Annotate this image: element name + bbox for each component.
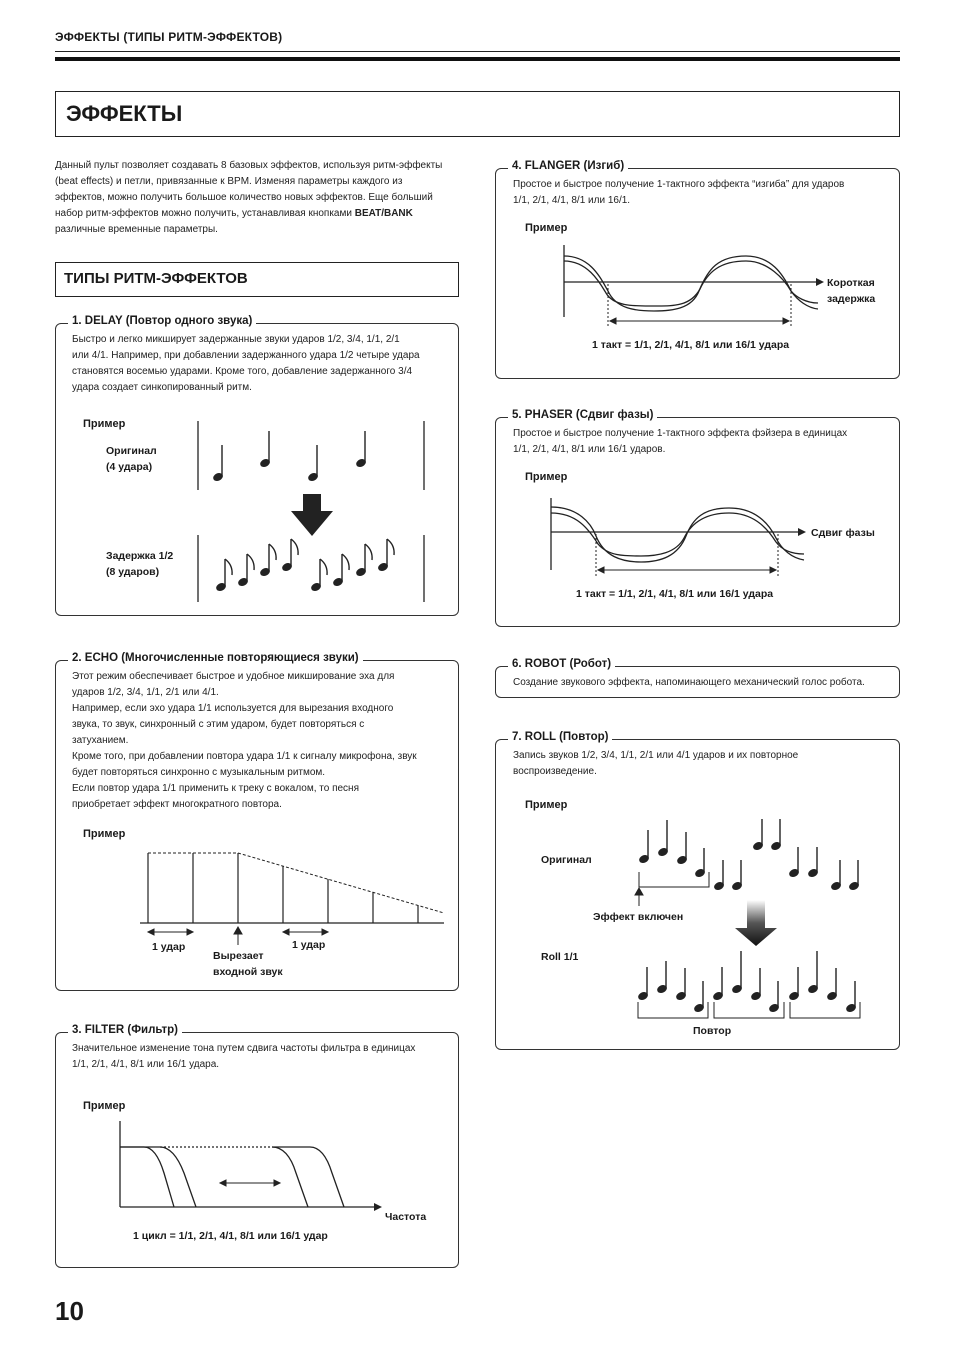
echo-example-label: Пример [83, 828, 126, 840]
echo-title: 2. ECHO (Многочисленные повторяющиеся звуки) [68, 652, 363, 664]
intro-line: (beat effects) и петли, привязанные к BPM. Изменяя параметры каждого из [55, 176, 403, 187]
running-header: ЭФФЕКТЫ (ТИПЫ РИТМ-ЭФФЕКТОВ) [55, 30, 283, 44]
beat-span-arrow [148, 929, 193, 935]
text-line: Простое и быстрое получение 1-тактного эффекта “изгиба” для ударов [513, 179, 845, 190]
text-line: воспроизведение. [513, 766, 597, 777]
roll-panel [495, 731, 900, 1050]
phaser-example-label: Пример [525, 471, 568, 483]
flanger-example-label: Пример [525, 222, 568, 234]
filter-caption: 1 цикл = 1/1, 2/1, 4/1, 8/1 или 16/1 удар [133, 1230, 328, 1242]
roll-notes [638, 951, 857, 1013]
quarter-note [677, 832, 688, 865]
text-line: Если повтор удара 1/1 применить к треку с вокалом, то песня [72, 783, 359, 794]
text-line: Этот режим обеспечивает быстрое и удобное микширование эха для [72, 671, 395, 682]
quarter-note [846, 981, 857, 1013]
phaser-title: 5. PHASER (Сдвиг фазы) [508, 409, 657, 421]
text-line: Значительное изменение тона путем сдвига частоты фильтра в единицах [72, 1043, 416, 1054]
text-line: затуханием. [72, 735, 129, 746]
text-line: будет повторяться синхронно с музыкальным ритмом. [72, 767, 326, 778]
label-line: (8 ударов) [106, 566, 160, 578]
flanger-delay-label [827, 275, 875, 307]
delay-example-label: Пример [83, 418, 126, 430]
eighth-note [378, 539, 394, 572]
quarter-note [831, 860, 842, 891]
quarter-note [695, 848, 706, 878]
flanger-title: 4. FLANGER (Изгиб) [508, 160, 628, 172]
flanger-caption: 1 такт = 1/1, 2/1, 4/1, 8/1 или 16/1 удара [592, 339, 790, 351]
eighth-note [333, 554, 349, 587]
page-number: 10 [55, 1296, 84, 1326]
quarter-note [259, 431, 270, 468]
quarter-note [808, 951, 819, 994]
bar-span-arrow [598, 567, 776, 573]
shift-arrow [220, 1180, 280, 1186]
echo-panel [55, 652, 459, 991]
quarter-note [751, 968, 762, 1001]
quarter-note [307, 445, 318, 482]
label-line: Вырезает [213, 950, 264, 962]
text-line: Кроме того, при добавлении повтора удара 1/1 к сигналу микрофона, звук [72, 751, 417, 762]
roll-example-label: Пример [525, 799, 568, 811]
eighth-note [260, 544, 276, 577]
robot-panel [495, 658, 900, 698]
quarter-note [212, 445, 223, 482]
quarter-note [713, 967, 724, 1001]
text-line: Запись звуков 1/2, 3/4, 1/1, 2/1 или 4/1 ударов и их повторное [513, 750, 799, 761]
main-title-box [55, 91, 900, 137]
beat-span-arrow [283, 929, 328, 935]
label-line: Оригинал [106, 445, 157, 457]
subtitle-box [55, 262, 459, 297]
quarter-note [355, 431, 366, 468]
up-arrow-icon [234, 927, 242, 945]
intro-text: набор ритм-эффектов можно получить, устанавливая кнопками [55, 208, 355, 219]
text-line: Простое и быстрое получение 1-тактного эффекта фэйзера в единицах [513, 428, 848, 439]
quarter-note [849, 860, 860, 891]
label-line: (4 удара) [106, 461, 153, 473]
quarter-note [732, 951, 743, 994]
header-rule-thin [55, 51, 900, 52]
robot-title: 6. ROBOT (Робот) [508, 658, 615, 670]
phaser-shift-label: Сдвиг фазы [811, 527, 875, 539]
main-title: ЭФФЕКТЫ [66, 101, 183, 126]
bar-span-arrow [610, 318, 789, 324]
quarter-note [827, 968, 838, 1001]
roll-diagram [496, 740, 901, 1051]
text-line: 1/1, 2/1, 4/1, 8/1 или 16/1. [513, 195, 631, 206]
echo-diagram [56, 661, 460, 992]
intro-line: различные временные параметры. [55, 224, 218, 235]
quarter-note [789, 847, 800, 878]
quarter-note [639, 830, 650, 864]
intro-paragraph [55, 158, 460, 238]
eighth-notes [216, 539, 394, 592]
text-line: Быстро и легко микширует задержанные звуки ударов 1/2, 3/4, 1/1, 2/1 [72, 334, 400, 345]
flanger-panel [495, 160, 900, 379]
text-line: ударов 1/2, 3/4, 1/1, 2/1 или 4/1. [72, 687, 219, 698]
phaser-panel [495, 409, 900, 627]
text-line: или 4/1. Например, при добавлении задержанного удара 1/2 четыре удара [72, 350, 420, 361]
quarter-note [658, 820, 669, 857]
down-arrow-icon [735, 900, 777, 946]
intro-line: Данный пульт позволяет создавать 8 базовых эффектов, используя ритм-эффекты [55, 160, 443, 171]
up-arrow-icon [635, 888, 643, 906]
roll-1-1-label: Roll 1/1 [541, 951, 579, 963]
echo-beat-right: 1 удар [292, 939, 326, 951]
echo-beat-left: 1 удар [152, 941, 186, 953]
quarter-note [769, 981, 780, 1013]
delay-panel [55, 315, 459, 616]
roll-effect-on-label: Эффект включен [593, 911, 684, 923]
eighth-note [238, 554, 254, 587]
delay-diagram [56, 324, 460, 617]
roll-repeat-label: Повтор [693, 1025, 732, 1037]
text-line: Например, если эхо удара 1/1 используется для вырезания входного [72, 703, 394, 714]
phaser-caption: 1 такт = 1/1, 2/1, 4/1, 8/1 или 16/1 удара [576, 588, 774, 600]
beat-bank-label: BEAT/BANK [354, 208, 413, 219]
text-line: 1/1, 2/1, 4/1, 8/1 или 16/1 удара. [72, 1059, 220, 1070]
filter-panel [55, 1024, 459, 1268]
quarter-note [714, 860, 725, 891]
filter-title: 3. FILTER (Фильтр) [68, 1024, 182, 1036]
subtitle: ТИПЫ РИТМ-ЭФФЕКТОВ [64, 270, 248, 287]
quarter-note [638, 967, 649, 1001]
roll-original-label: Оригинал [541, 854, 592, 866]
quarter-note [732, 860, 743, 891]
eighth-note [311, 559, 327, 592]
filter-example-label: Пример [83, 1100, 126, 1112]
label-line: Короткая [827, 277, 875, 289]
eighth-note [282, 539, 298, 572]
text-line: приобретает эффект многократного повтора. [72, 799, 282, 810]
text-line: становятся восемью ударами. Кроме того, добавление задержанного 3/4 [72, 366, 413, 377]
text-line: звука, то звук, синхронный с этим ударом, будет повторяться с [72, 719, 365, 730]
filter-axis-label: Частота [385, 1211, 427, 1223]
quarter-note [789, 967, 800, 1001]
label-line: задержка [827, 293, 876, 305]
robot-description: Создание звукового эффекта, напоминающего механический голос робота. [513, 677, 865, 688]
quarter-note [676, 968, 687, 1001]
eighth-note [216, 559, 232, 592]
roll-title: 7. ROLL (Повтор) [508, 731, 612, 743]
original-notes [639, 819, 860, 891]
quarter-note [771, 819, 782, 851]
header-rule-thick [55, 57, 900, 61]
eighth-note [356, 544, 372, 577]
delay-title: 1. DELAY (Повтор одного звука) [68, 315, 256, 327]
quarter-note [657, 961, 668, 994]
echo-cut-label [213, 948, 283, 980]
down-arrow-icon [291, 494, 333, 536]
repeat-brackets [638, 1002, 860, 1018]
label-line: Задержка 1/2 [106, 550, 174, 562]
intro-line: эффектов, можно получить большое количество новых эффектов. Еще больший [55, 192, 433, 203]
quarter-note [694, 981, 705, 1013]
quarter-note [808, 847, 819, 878]
text-line: удара создает синкопированный ритм. [72, 382, 252, 393]
intro-line [55, 206, 460, 222]
text-line: 1/1, 2/1, 4/1, 8/1 или 16/1 ударов. [513, 444, 666, 455]
label-line: входной звук [213, 966, 283, 978]
quarter-note [753, 819, 764, 851]
